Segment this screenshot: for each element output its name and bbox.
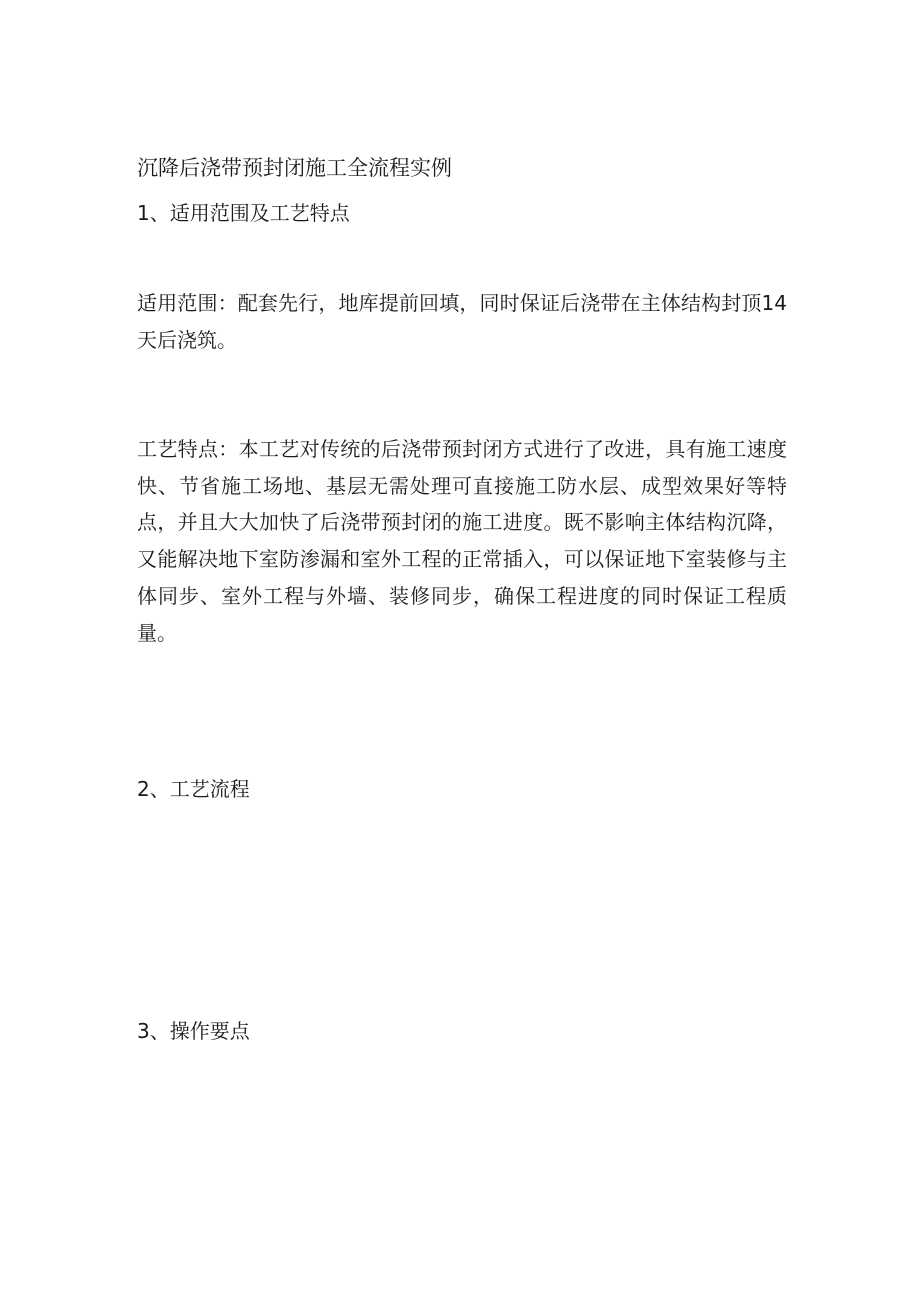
- scope-paragraph: 适用范围：配套先行，地库提前回填，同时保证后浇带在主体结构封顶14天后浇筑。: [137, 291, 787, 352]
- section-heading-scope-and-features: 1、适用范围及工艺特点: [137, 201, 350, 225]
- section-heading-operation-points: 3、操作要点: [137, 1019, 250, 1043]
- features-paragraph: 工艺特点：本工艺对传统的后浇带预封闭方式进行了改进，具有施工速度快、节省施工场地、基层无需处理可直接施工防水层、成型效果好等特点，并且大大加快了后浇带预封闭的施工进度。既不影响主体结构沉降，又能解决地下室防渗漏和室外工程的正常插入，可以保证地下室装修与主体同步、室外工程与外墙、装修同步，确保工程进度的同时保证工程质量。: [137, 437, 787, 645]
- section-heading-process-flow: 2、工艺流程: [137, 777, 250, 801]
- document-title: 沉降后浇带预封闭施工全流程实例: [137, 156, 452, 180]
